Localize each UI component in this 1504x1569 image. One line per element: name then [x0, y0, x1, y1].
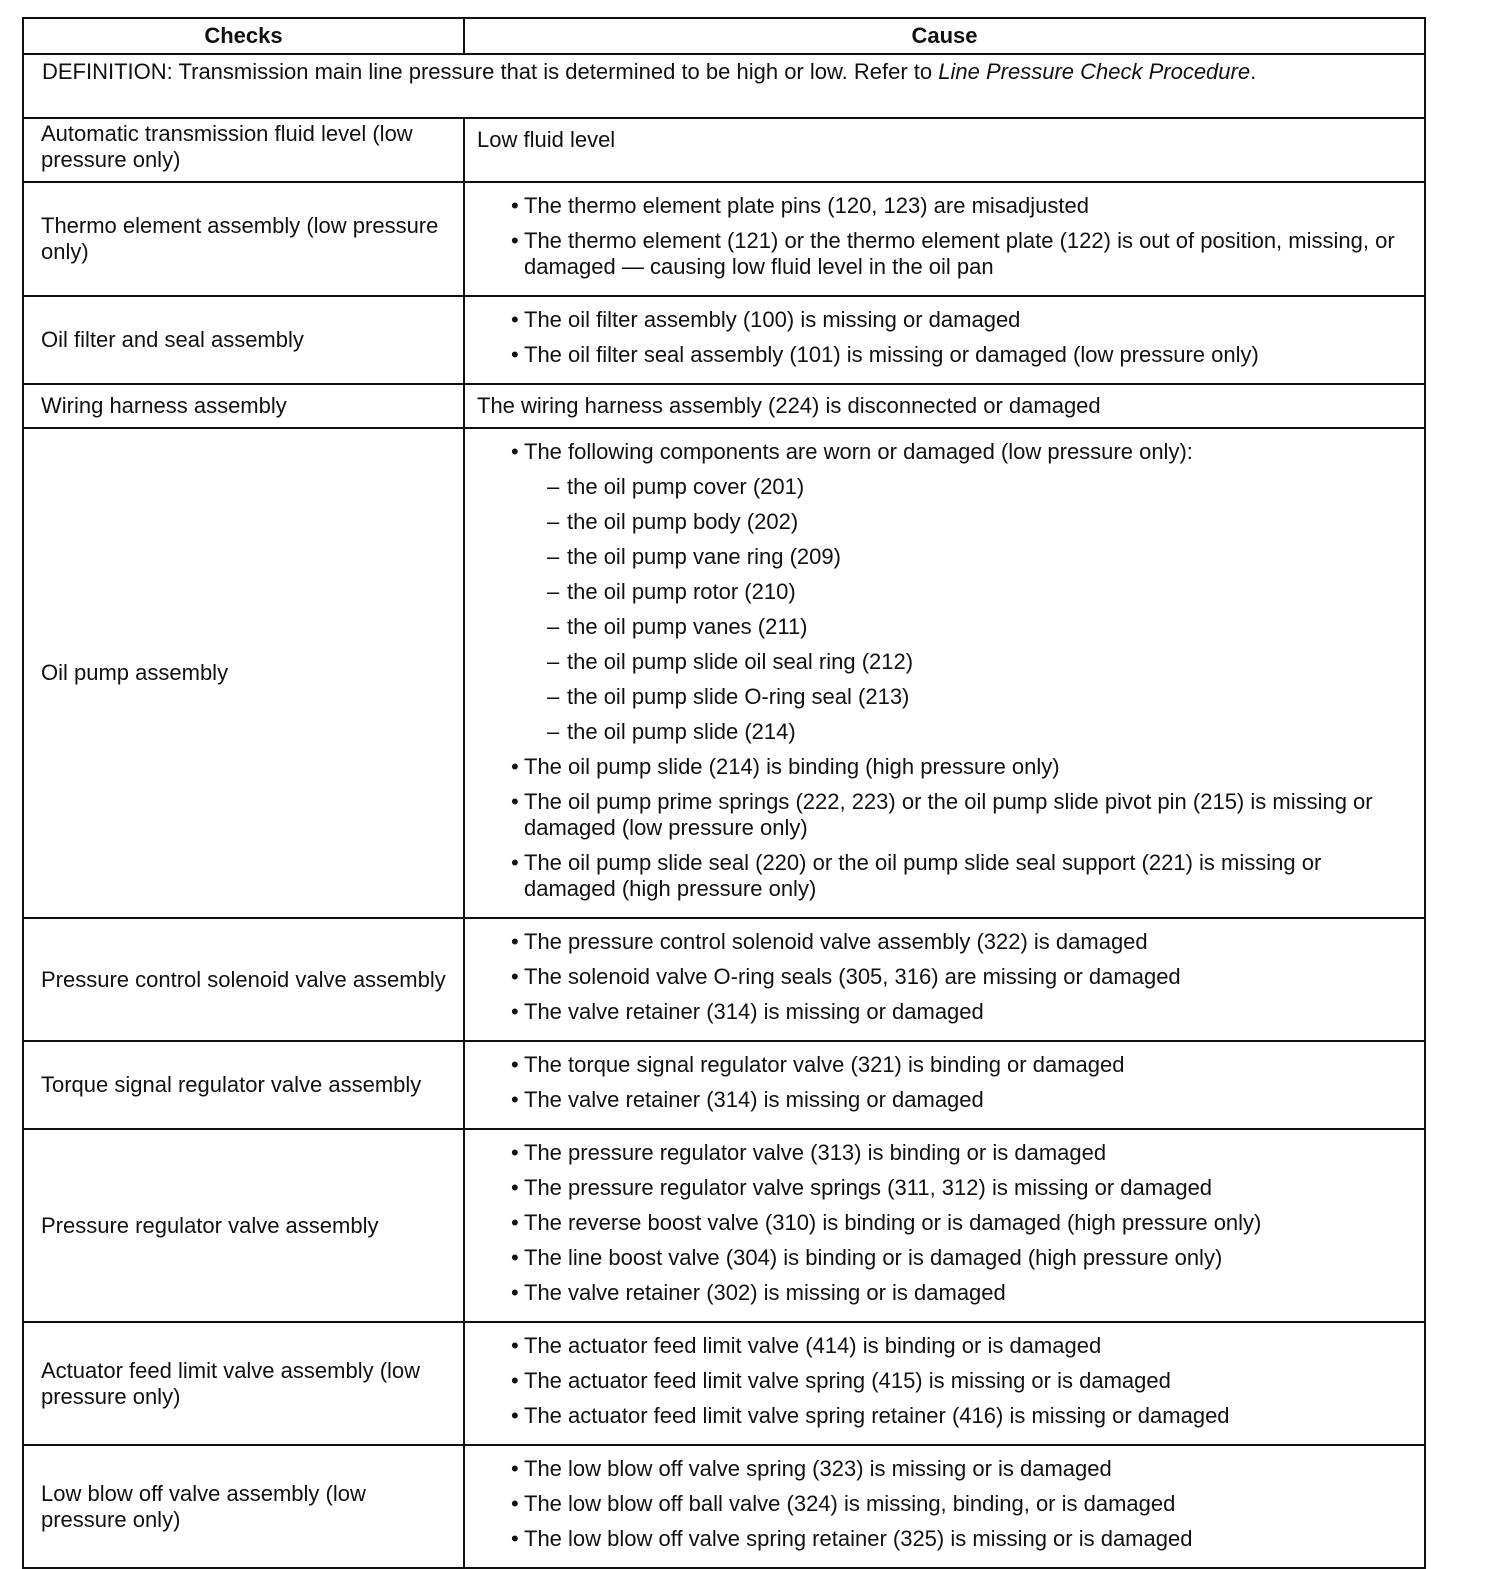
bullet-item: • The pressure control solenoid valve assembly (322) is damaged: [477, 929, 1410, 955]
table-row: [23, 384, 1425, 428]
cause-text: Low fluid level: [477, 127, 616, 152]
check-cell: Automatic transmission fluid level (low pressure only): [23, 118, 464, 182]
bullet-item: • The reverse boost valve (310) is binding or is damaged (high pressure only): [477, 1210, 1410, 1236]
table-row: [23, 1129, 1425, 1322]
header-checks: Checks: [23, 18, 464, 54]
cause-cell: [464, 1041, 1425, 1129]
header-cause: Cause: [464, 18, 1425, 54]
line-pressure-check-procedure-ref: Line Pressure Check Procedure: [938, 59, 1251, 84]
bullet-item: • The oil pump slide (214) is binding (high pressure only): [477, 754, 1410, 780]
bullet-item: • The oil pump prime springs (222, 223) or the oil pump slide pivot pin (215) is missing or damaged (low pressure only): [477, 789, 1410, 841]
bullet-item: • The line boost valve (304) is binding or is damaged (high pressure only): [477, 1245, 1410, 1271]
cause-cell: [464, 428, 1425, 918]
check-cell: Low blow off valve assembly (low pressure only): [23, 1445, 464, 1568]
cause-text: The wiring harness assembly (224) is disconnected or damaged: [477, 393, 1101, 418]
definition-row: [23, 54, 1425, 118]
table-row: [23, 1041, 1425, 1129]
table-row: [23, 182, 1425, 296]
cause-cell: [464, 118, 1425, 182]
diagnostic-table: [22, 17, 1426, 1569]
bullet-item: • The valve retainer (302) is missing or is damaged: [477, 1280, 1410, 1306]
bullet-item: • The torque signal regulator valve (321) is binding or damaged: [477, 1052, 1410, 1078]
cause-cell: [464, 296, 1425, 384]
sub-item: – the oil pump rotor (210): [477, 579, 1410, 605]
bullet-item: • The oil pump slide seal (220) or the oil pump slide seal support (221) is missing or damaged (high pressure only): [477, 850, 1410, 902]
table-row: [23, 118, 1425, 182]
sub-item: – the oil pump cover (201): [477, 474, 1410, 500]
definition-suffix: .: [1250, 59, 1257, 84]
sub-item: – the oil pump vanes (211): [477, 614, 1410, 640]
cause-cell: [464, 1129, 1425, 1322]
bullet-item: • The pressure regulator valve springs (311, 312) is missing or damaged: [477, 1175, 1410, 1201]
bullet-item: • The low blow off valve spring retainer (325) is missing or is damaged: [477, 1526, 1410, 1552]
bullet-item: • The thermo element plate pins (120, 123) are misadjusted: [477, 193, 1410, 219]
table-row: [23, 428, 1425, 918]
bullet-item: • The oil filter seal assembly (101) is missing or damaged (low pressure only): [477, 342, 1410, 368]
bullet-item: • The valve retainer (314) is missing or damaged: [477, 999, 1410, 1025]
sub-item: – the oil pump body (202): [477, 509, 1410, 535]
sub-item: – the oil pump slide O-ring seal (213): [477, 684, 1410, 710]
bullet-item: • The thermo element (121) or the thermo element plate (122) is out of position, missing, or damaged — causing low fluid level in the oil pan: [477, 228, 1410, 280]
definition-cell: [23, 54, 1425, 118]
sub-item: – the oil pump slide (214): [477, 719, 1410, 745]
sub-item: – the oil pump vane ring (209): [477, 544, 1410, 570]
table-row: [23, 1322, 1425, 1445]
bullet-item: • The low blow off ball valve (324) is missing, binding, or is damaged: [477, 1491, 1410, 1517]
bullet-item: • The actuator feed limit valve spring (415) is missing or is damaged: [477, 1368, 1410, 1394]
check-cell: Pressure regulator valve assembly: [23, 1129, 464, 1322]
cause-cell: [464, 182, 1425, 296]
check-cell: Wiring harness assembly: [23, 384, 464, 428]
table-row: [23, 918, 1425, 1041]
check-cell: Torque signal regulator valve assembly: [23, 1041, 464, 1129]
definition-text: DEFINITION: Transmission main line pressure that is determined to be high or low. Refer to: [42, 59, 939, 84]
check-cell: Thermo element assembly (low pressure only): [23, 182, 464, 296]
cause-cell: [464, 1445, 1425, 1568]
bullet-item: • The solenoid valve O-ring seals (305, 316) are missing or damaged: [477, 964, 1410, 990]
cause-cell: [464, 918, 1425, 1041]
bullet-item: • The actuator feed limit valve spring retainer (416) is missing or damaged: [477, 1403, 1410, 1429]
table-row: [23, 296, 1425, 384]
bullet-item: • The valve retainer (314) is missing or damaged: [477, 1087, 1410, 1113]
table-row: [23, 1445, 1425, 1568]
check-cell: Actuator feed limit valve assembly (low pressure only): [23, 1322, 464, 1445]
bullet-item: • The oil filter assembly (100) is missing or damaged: [477, 307, 1410, 333]
bullet-item: • The following components are worn or damaged (low pressure only):: [477, 439, 1410, 465]
cause-cell: [464, 384, 1425, 428]
sub-item: – the oil pump slide oil seal ring (212): [477, 649, 1410, 675]
bullet-item: • The actuator feed limit valve (414) is binding or is damaged: [477, 1333, 1410, 1359]
check-cell: Pressure control solenoid valve assembly: [23, 918, 464, 1041]
bullet-item: • The pressure regulator valve (313) is binding or is damaged: [477, 1140, 1410, 1166]
cause-cell: [464, 1322, 1425, 1445]
header-row: [23, 18, 1425, 54]
check-cell: Oil filter and seal assembly: [23, 296, 464, 384]
check-cell: Oil pump assembly: [23, 428, 464, 918]
bullet-item: • The low blow off valve spring (323) is missing or is damaged: [477, 1456, 1410, 1482]
